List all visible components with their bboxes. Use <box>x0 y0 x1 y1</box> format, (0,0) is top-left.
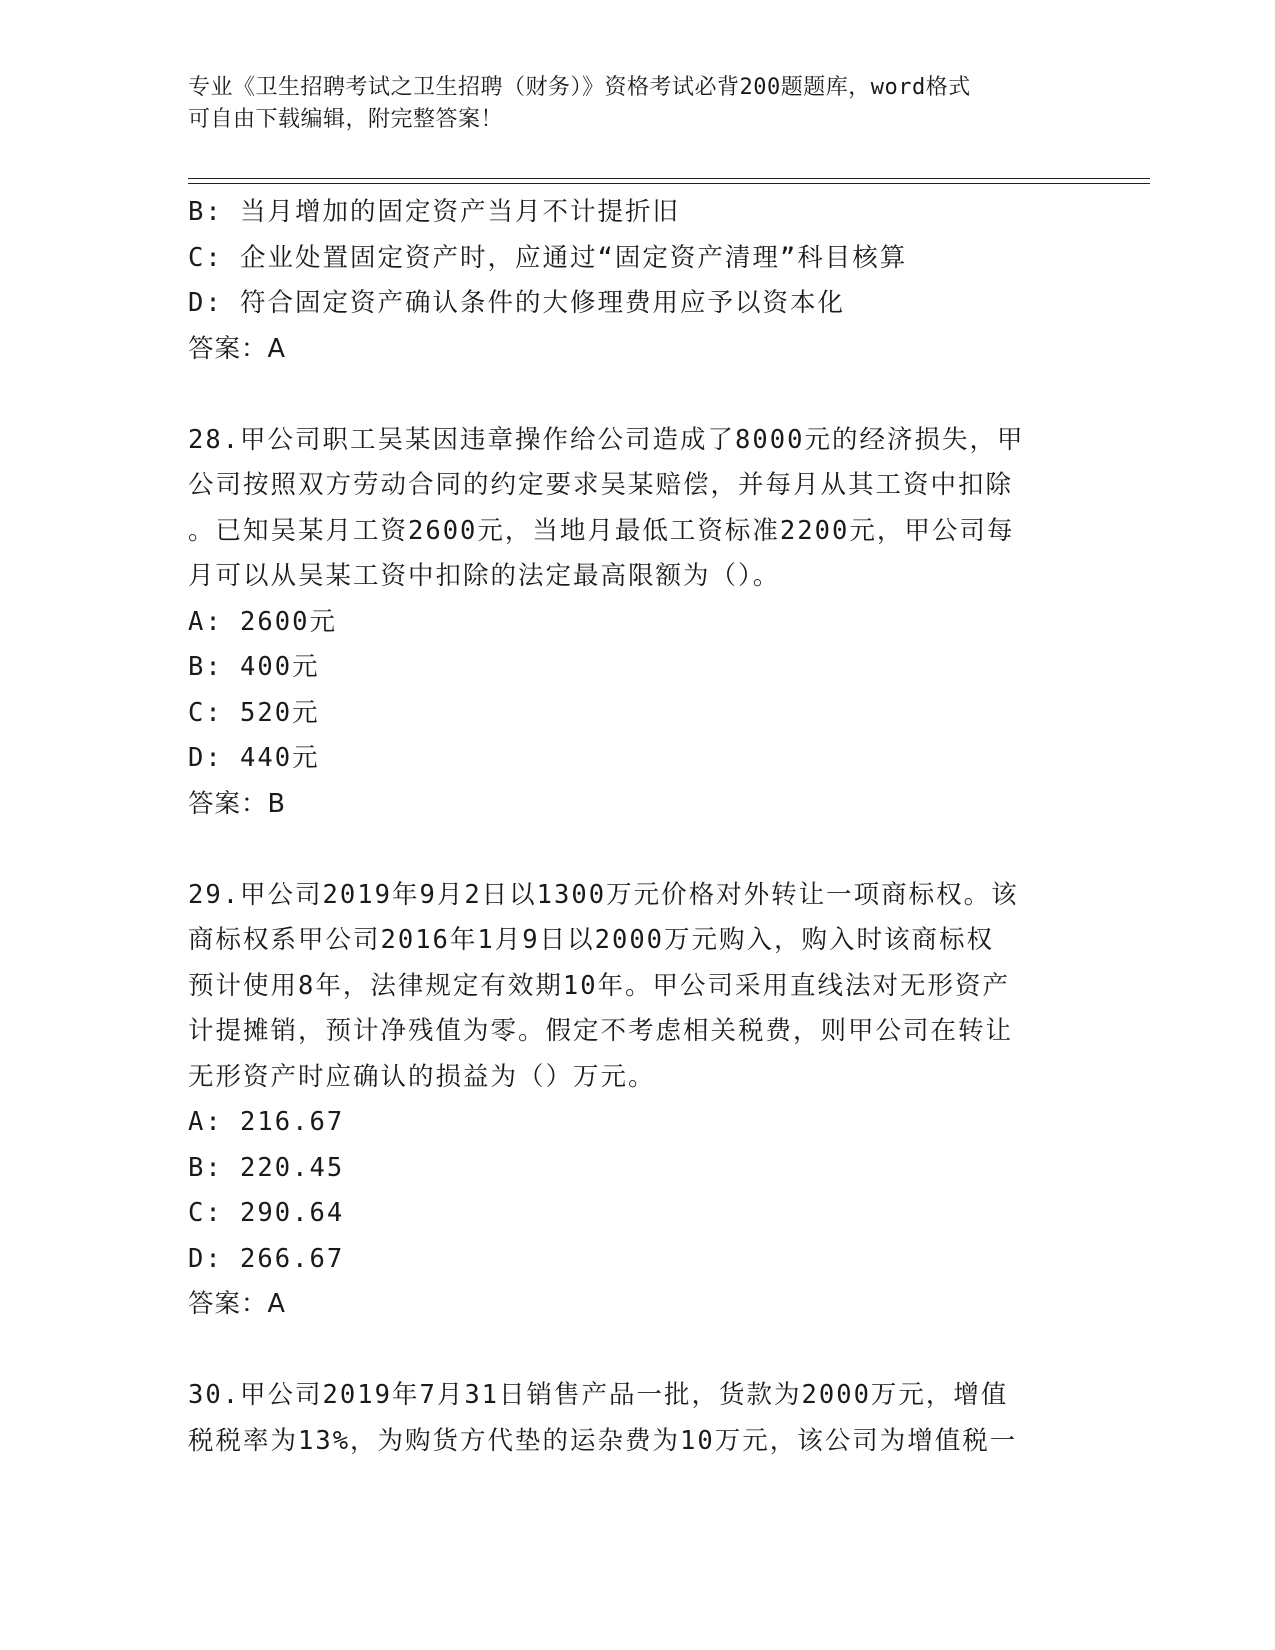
option-c: C: 290.64 <box>188 1198 345 1228</box>
header-divider-top <box>188 178 1150 179</box>
option-a: A: 2600元 <box>188 606 337 637</box>
answer: 答案：A <box>188 333 286 364</box>
header-divider-bottom <box>188 183 1150 184</box>
answer: 答案：B <box>188 788 286 819</box>
previous-question-tail <box>188 190 1068 372</box>
header-line-1: 专业《卫生招聘考试之卫生招聘（财务）》资格考试必背200题题库，word格式 <box>188 75 971 100</box>
question-text-line: 28.甲公司职工吴某因违章操作给公司造成了8000元的经济损失，甲 <box>188 424 1025 455</box>
question-text-line: 无形资产时应确认的损益为（）万元。 <box>188 1061 656 1092</box>
document-header <box>188 72 1068 136</box>
question-29 <box>188 873 1068 1328</box>
option-c: C: 企业处置固定资产时，应通过“固定资产清理”科目核算 <box>188 242 908 273</box>
option-c: C: 520元 <box>188 697 320 728</box>
question-text-line: 税税率为13%，为购货方代垫的运杂费为10万元，该公司为增值税一 <box>188 1425 1018 1456</box>
option-a: A: 216.67 <box>188 1107 345 1137</box>
option-b: B: 400元 <box>188 652 320 682</box>
question-text-line: 公司按照双方劳动合同的约定要求吴某赔偿，并每月从其工资中扣除 <box>188 470 1014 500</box>
header-line-2: 可自由下载编辑，附完整答案！ <box>188 107 504 132</box>
question-text-line: 商标权系甲公司2016年1月9日以2000万元购入，购入时该商标权 <box>188 925 995 955</box>
question-30 <box>188 1373 1068 1464</box>
question-text-line: 月可以从吴某工资中扣除的法定最高限额为（）。 <box>188 561 781 591</box>
option-d: D: 440元 <box>188 743 320 773</box>
question-text-line: 。已知吴某月工资2600元，当地月最低工资标准2200元，甲公司每 <box>188 515 1015 546</box>
document-body <box>188 190 1068 1464</box>
question-text-line: 29.甲公司2019年9月2日以1300万元价格对外转让一项商标权。该 <box>188 879 1019 910</box>
option-d: D: 266.67 <box>188 1243 345 1274</box>
option-d: D: 符合固定资产确认条件的大修理费用应予以资本化 <box>188 288 846 318</box>
question-text-line: 30.甲公司2019年7月31日销售产品一批，货款为2000万元，增值 <box>188 1380 1009 1410</box>
answer: 答案：A <box>188 1289 286 1319</box>
option-b: B: 220.45 <box>188 1152 345 1183</box>
option-b: B: 当月增加的固定资产当月不计提折旧 <box>188 197 681 227</box>
question-text-line: 预计使用8年，法律规定有效期10年。甲公司采用直线法对无形资产 <box>188 970 1011 1001</box>
question-text-line: 计提摊销，预计净残值为零。假定不考虑相关税费，则甲公司在转让 <box>188 1016 1014 1046</box>
question-28 <box>188 418 1068 828</box>
